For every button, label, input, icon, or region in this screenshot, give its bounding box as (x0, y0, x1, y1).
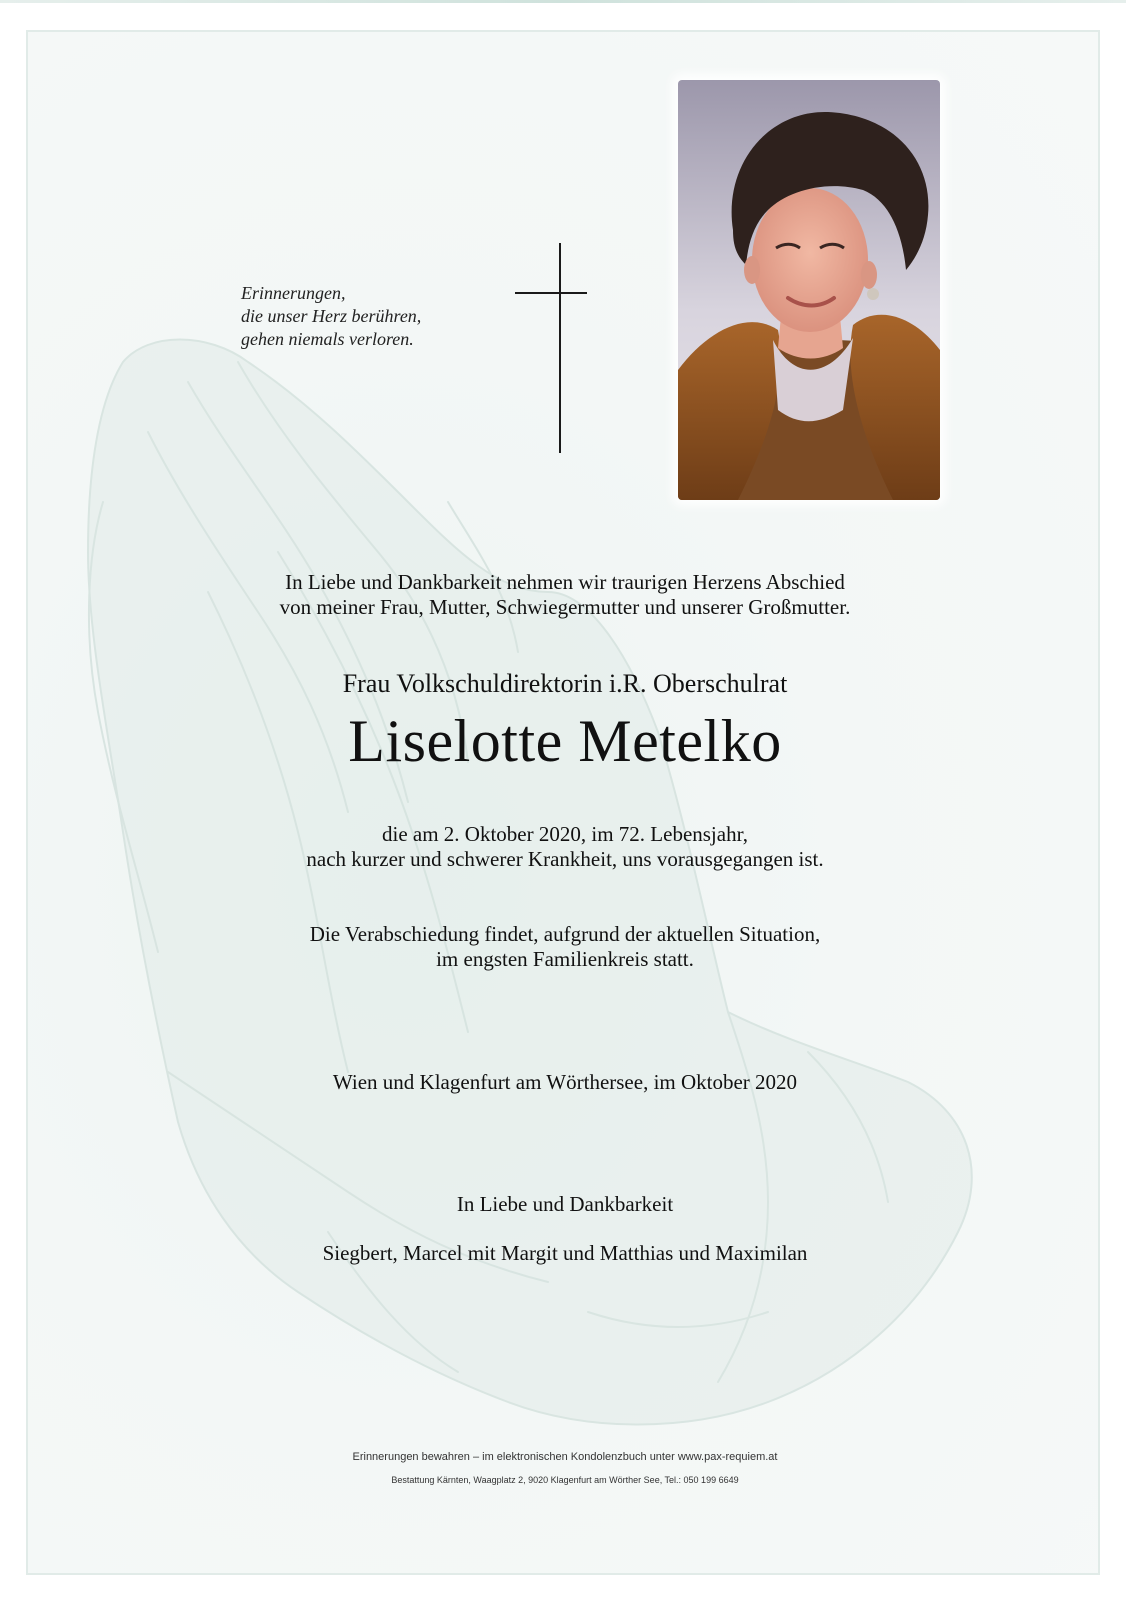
quote-line: die unser Herz berühren, (241, 306, 422, 326)
intro-line: In Liebe und Dankbarkeit nehmen wir traurigen Herzens Abschied (285, 570, 845, 594)
closing (28, 1192, 1100, 1217)
place-date (28, 1070, 1100, 1095)
intro-line: von meiner Frau, Mutter, Schwiegermutter und unserer Großmutter. (279, 595, 851, 619)
quote-line: gehen niemals verloren. (241, 329, 414, 349)
farewell-line: im engsten Familienkreis statt. (436, 947, 694, 971)
cross-horizontal-bar (515, 292, 587, 294)
cross-vertical-bar (559, 243, 561, 453)
footer-condolence (28, 1450, 1100, 1464)
footer-address-line: Bestattung Kärnten, Waagplatz 2, 9020 Klagenfurt am Wörther See, Tel.: 050 199 6649 (391, 1475, 739, 1485)
deceased-name: Liselotte Metelko (348, 708, 782, 774)
closing-line: In Liebe und Dankbarkeit (456, 1192, 674, 1216)
farewell-line: Die Verabschiedung findet, aufgrund der aktuellen Situation, (309, 922, 821, 946)
place-date-line: Wien und Klagenfurt am Wörthersee, im Oktober 2020 (332, 1070, 798, 1094)
portrait-photo (678, 80, 940, 500)
deceased-title: Frau Volkschuldirektorin i.R. Oberschulrat (342, 669, 788, 698)
memorial-quote (241, 282, 521, 351)
top-rule (0, 0, 1126, 3)
footer-condolence-line: Erinnerungen bewahren – im elektronischen Kondolenzbuch unter www.pax-requiem.at (352, 1451, 778, 1463)
footer-address (28, 1474, 1100, 1486)
mourners (28, 1241, 1100, 1266)
obituary-card (26, 30, 1100, 1575)
quote-line: Erinnerungen, (241, 283, 346, 303)
intro-text (28, 570, 1100, 620)
farewell-notice (28, 922, 1100, 972)
death-notice (28, 822, 1100, 872)
death-notice-line: nach kurzer und schwerer Krankheit, uns vorausgegangen ist. (306, 847, 824, 871)
mourners-line: Siegbert, Marcel mit Margit und Matthias und Maximilan (322, 1241, 808, 1265)
death-notice-line: die am 2. Oktober 2020, im 72. Lebensjahr, (382, 822, 748, 846)
deceased-block (28, 669, 1100, 773)
